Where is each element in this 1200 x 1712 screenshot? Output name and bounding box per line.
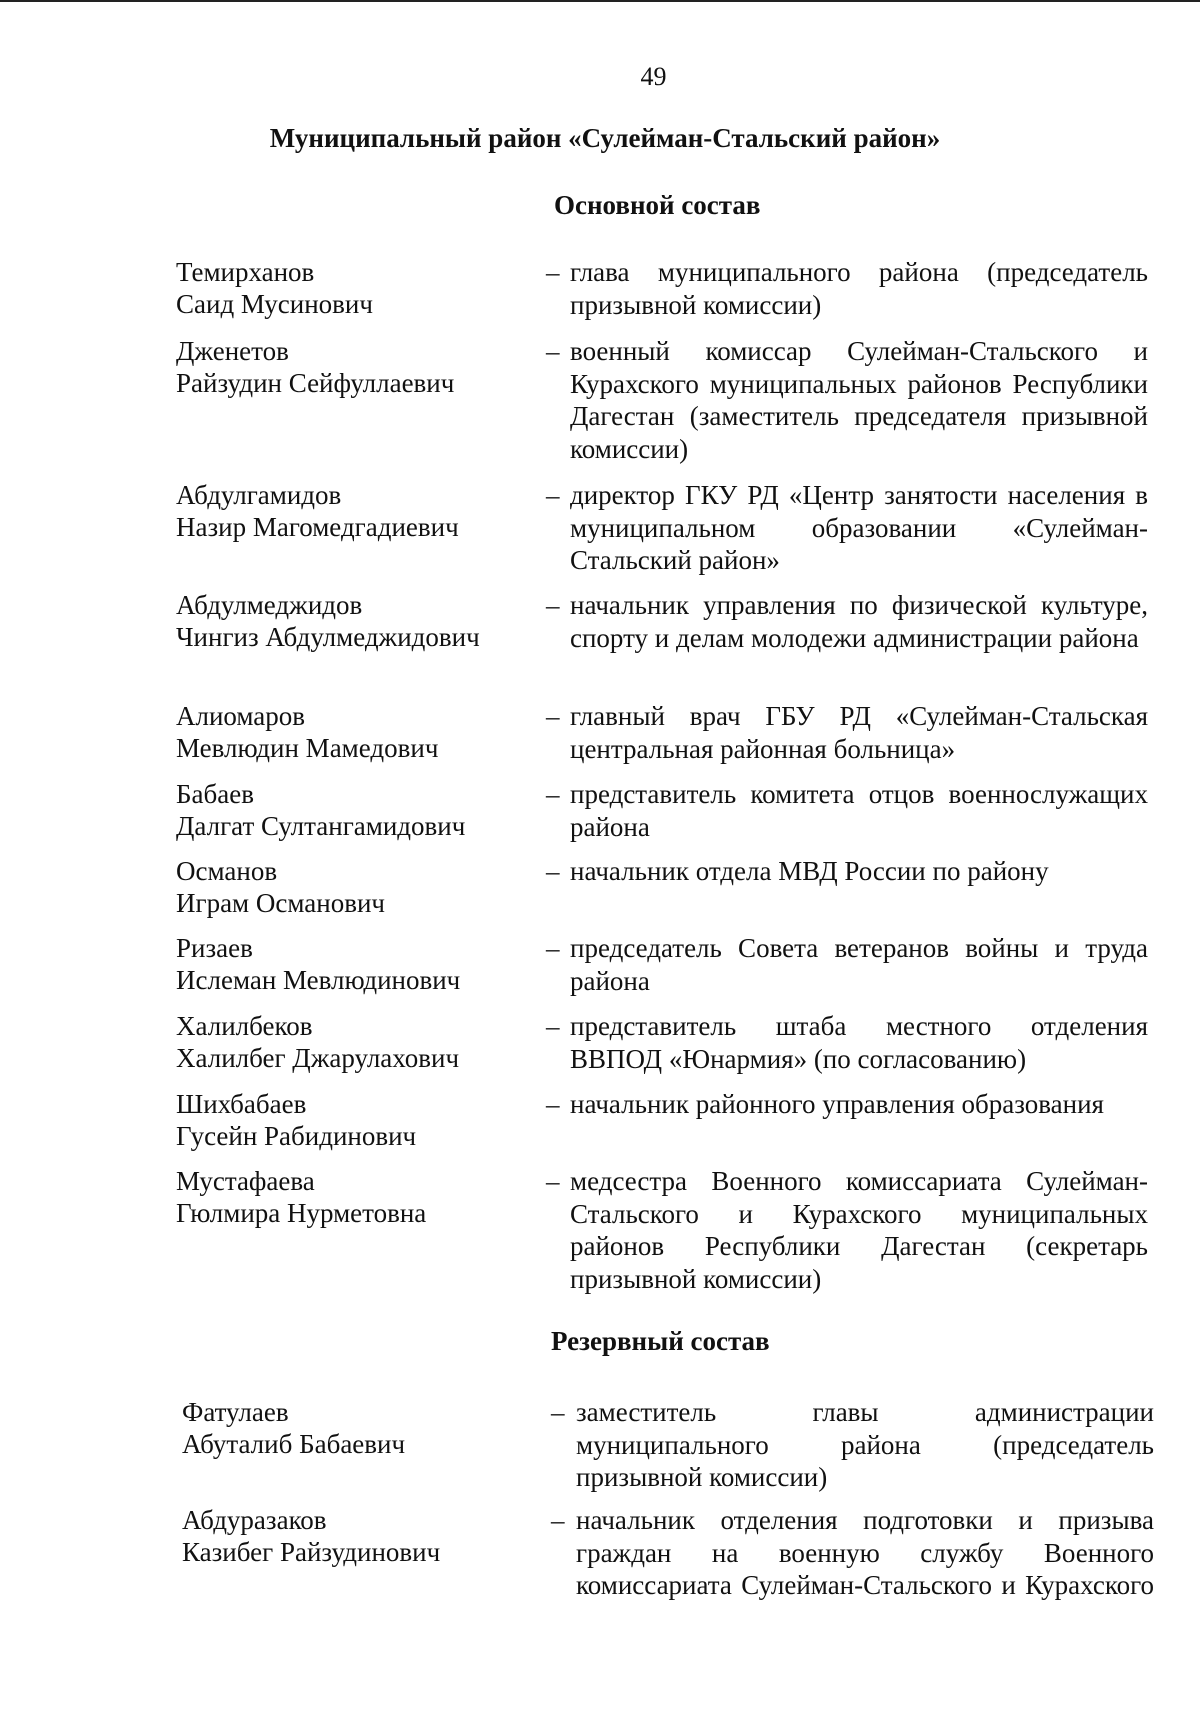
member-name [176, 855, 536, 919]
member-name [176, 1165, 536, 1229]
member-position: начальник отдела МВД России по району [570, 856, 1049, 886]
member-surname: Ризаев [176, 933, 253, 963]
member-position: глава муниципального района (председатель призывной комиссии) [570, 257, 1148, 320]
member-surname: Алиомаров [176, 701, 306, 731]
member-name [182, 1396, 542, 1460]
member-given-name: Чингиз Абдулмеджидович [176, 622, 480, 652]
dash-separator: – [546, 336, 560, 366]
member-position: заместитель главы администрации муниципального района (председатель призывной комиссии) [576, 1397, 1154, 1492]
dash-separator: – [546, 701, 560, 731]
member-name [176, 335, 536, 399]
reserve-section-heading: Резервный состав [551, 1326, 770, 1356]
member-name [176, 700, 536, 764]
member-given-name: Гюлмира Нурметовна [176, 1198, 427, 1228]
member-surname: Абдуразаков [182, 1505, 327, 1535]
member-surname: Шихбабаев [176, 1089, 307, 1119]
dash-separator: – [546, 1011, 560, 1041]
member-name [176, 589, 536, 653]
dash-separator: – [546, 933, 560, 963]
member-name [176, 256, 536, 320]
member-position: медсестра Военного комиссариата Сулейман-Стальского и Курахского муниципальных районов Республики Дагестан (секретарь призывной комиссии) [570, 1166, 1148, 1294]
member-surname: Бабаев [176, 779, 254, 809]
member-given-name: Назир Магомедгадиевич [176, 512, 459, 542]
dash-separator: – [546, 779, 560, 809]
member-position: начальник отделения подготовки и призыва граждан на военную службу Военного комиссариата Сулейман-Стальского и Курахского [576, 1505, 1154, 1600]
member-given-name: Гусейн Рабидинович [176, 1121, 417, 1151]
member-surname: Османов [176, 856, 278, 886]
member-name [176, 1088, 536, 1152]
member-position: представитель комитета отцов военнослужащих района [570, 779, 1148, 842]
member-given-name: Саид Мусинович [176, 289, 373, 319]
member-position: военный комиссар Сулейман-Стальского и Курахского муниципальных районов Республики Дагестан (заместитель председателя призывной комиссии) [570, 336, 1148, 464]
main-section-heading: Основной состав [554, 190, 761, 220]
member-given-name: Казибег Райзудинович [182, 1537, 441, 1567]
page-top-border [0, 0, 1200, 2]
dash-separator: – [546, 257, 560, 287]
member-surname: Фатулаев [182, 1397, 289, 1427]
member-given-name: Халилбег Джарулахович [176, 1043, 460, 1073]
dash-separator: – [546, 590, 560, 620]
member-surname: Абдулмеджидов [176, 590, 363, 620]
member-name [176, 479, 536, 543]
member-position: начальник районного управления образования [570, 1089, 1104, 1119]
member-given-name: Абуталиб Бабаевич [182, 1429, 406, 1459]
member-position: председатель Совета ветеранов войны и труда района [570, 933, 1148, 996]
dash-separator: – [551, 1397, 565, 1427]
dash-separator: – [546, 1166, 560, 1196]
dash-separator: – [546, 856, 560, 886]
member-name [176, 778, 536, 842]
member-position: представитель штаба местного отделения ВВПОД «Юнармия» (по согласованию) [570, 1011, 1148, 1074]
dash-separator: – [546, 480, 560, 510]
document-title: Муниципальный район «Сулейман-Стальский район» [269, 123, 941, 153]
member-position: директор ГКУ РД «Центр занятости населения в муниципальном образовании «Сулейман-Стальский район» [570, 480, 1148, 575]
member-position: начальник управления по физической культуре, спорту и делам молодежи администрации района [570, 590, 1148, 653]
dash-separator: – [551, 1505, 565, 1535]
member-given-name: Далгат Султангамидович [176, 811, 466, 841]
member-position: главный врач ГБУ РД «Сулейман-Стальская центральная районная больница» [570, 701, 1148, 764]
member-surname: Темирханов [176, 257, 315, 287]
member-given-name: Райзудин Сейфуллаевич [176, 368, 455, 398]
member-surname: Абдулгамидов [176, 480, 342, 510]
member-given-name: Мевлюдин Мамедович [176, 733, 439, 763]
member-surname: Халилбеков [176, 1011, 313, 1041]
page-number: 49 [640, 62, 667, 91]
member-name [182, 1504, 542, 1568]
member-surname: Дженетов [176, 336, 289, 366]
member-surname: Мустафаева [176, 1166, 315, 1196]
member-name [176, 1010, 536, 1074]
member-given-name: Ислеман Мевлюдинович [176, 965, 461, 995]
dash-separator: – [546, 1089, 560, 1119]
member-name [176, 932, 536, 996]
member-given-name: Играм Османович [176, 888, 385, 918]
